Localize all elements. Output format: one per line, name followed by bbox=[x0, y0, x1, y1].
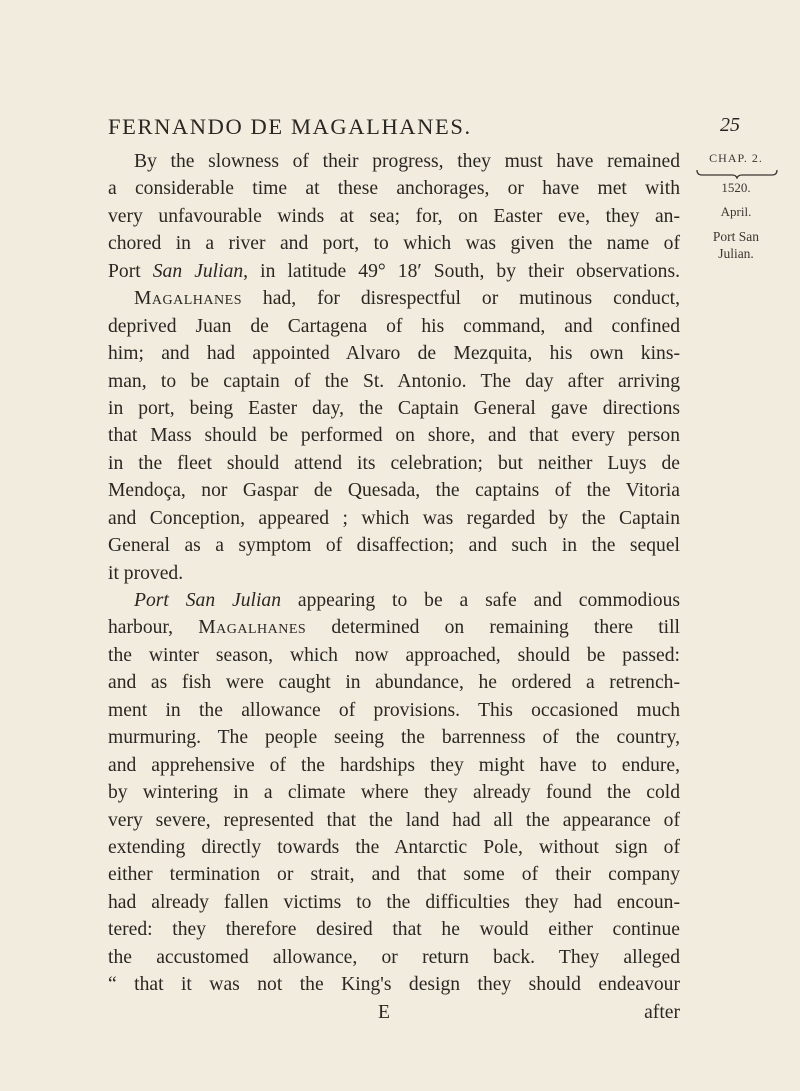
brace-icon bbox=[696, 167, 778, 177]
text-span: determined on remaining there till bbox=[306, 617, 681, 639]
text-line: murmuring. The people seeing the barrenness of the country, bbox=[108, 727, 680, 749]
text-line: by wintering in a climate where they already found the cold bbox=[108, 782, 680, 804]
person-name: Magalhanes bbox=[134, 288, 242, 310]
margin-place-line2: Julian. bbox=[718, 246, 754, 261]
text-span: Port bbox=[108, 260, 153, 282]
text-line: the accustomed allowance, or return back. They alleged bbox=[108, 946, 680, 968]
text-span: harbour, bbox=[108, 617, 199, 639]
text-line: it proved. bbox=[108, 562, 184, 584]
text-line bbox=[108, 285, 680, 312]
text-line: and Conception, appeared ; which was regarded by the Captain bbox=[108, 507, 680, 529]
body-text bbox=[108, 148, 680, 1026]
signature-mark: E bbox=[378, 1001, 390, 1023]
page-number: 25 bbox=[720, 114, 740, 136]
text-line: Mendoça, nor Gaspar de Quesada, the captains of the Vitoria bbox=[108, 480, 680, 502]
text-line: in the fleet should attend its celebration; but neither Luys de bbox=[108, 452, 680, 474]
margin-place-line1: Port San bbox=[712, 229, 760, 244]
text-line: extending directly towards the Antarctic Pole, without sign of bbox=[108, 836, 680, 858]
text-line: had already fallen victims to the difficulties they had encoun- bbox=[108, 891, 680, 913]
text-span: appearing to be a safe and commodious bbox=[281, 590, 681, 611]
text-line: ment in the allowance of provisions. This occasioned much bbox=[108, 699, 680, 721]
person-name: Magalhanes bbox=[198, 617, 307, 639]
text-line: him; and had appointed Alvaro de Mezquita, his own kins- bbox=[108, 343, 680, 365]
text-line: in port, being Easter day, the Captain General gave directions bbox=[108, 397, 680, 419]
text-line: and as fish were caught in abundance, he ordered a retrench- bbox=[108, 672, 680, 694]
place-name: San Julian bbox=[152, 260, 244, 282]
text-line: either termination or strait, and that some of their company bbox=[108, 864, 680, 886]
text-line: a considerable time at these anchorages, or have met with bbox=[108, 178, 680, 200]
catch-line bbox=[108, 999, 680, 1026]
text-span: had, for disrespectful or mutinous conduct, bbox=[241, 288, 680, 310]
text-line: General as a symptom of disaffection; and such in the sequel bbox=[108, 535, 680, 557]
margin-month: April. bbox=[720, 204, 752, 219]
catchword: after bbox=[644, 1001, 680, 1023]
text-line: deprived Juan de Cartagena of his command, and confined bbox=[108, 315, 680, 337]
text-line: very unfavourable winds at sea; for, on Easter eve, they an- bbox=[108, 205, 680, 227]
text-line: man, to be captain of the St. Antonio. The day after arriving bbox=[108, 370, 680, 392]
margin-year: 1520. bbox=[721, 180, 751, 195]
text-line: tered: they therefore desired that he would either continue bbox=[108, 919, 680, 941]
text-line: “ that it was not the King's design they should endeavour bbox=[108, 974, 680, 996]
text-line bbox=[108, 614, 680, 641]
text-line: that Mass should be performed on shore, and that every person bbox=[108, 425, 680, 447]
text-span: , in latitude 49° 18′ South, by their observations. bbox=[243, 260, 681, 282]
running-title: FERNANDO DE MAGALHANES. bbox=[108, 114, 472, 139]
running-head bbox=[108, 114, 740, 144]
text-line: the winter season, which now approached, should be passed: bbox=[108, 644, 680, 666]
text-line: chored in a river and port, to which was given the name of bbox=[108, 233, 680, 255]
margin-note bbox=[688, 150, 784, 262]
margin-place bbox=[688, 228, 784, 262]
text-line: and apprehensive of the hardships they might have to endure, bbox=[108, 754, 680, 776]
place-name: Port San Julian bbox=[134, 590, 281, 611]
text-line: very severe, represented that the land had all the appearance of bbox=[108, 809, 680, 831]
margin-chapter: CHAP. 2. bbox=[709, 151, 763, 165]
text-line bbox=[108, 587, 680, 614]
text-line bbox=[108, 258, 680, 285]
text-line: By the slowness of their progress, they must have remained bbox=[134, 151, 680, 172]
